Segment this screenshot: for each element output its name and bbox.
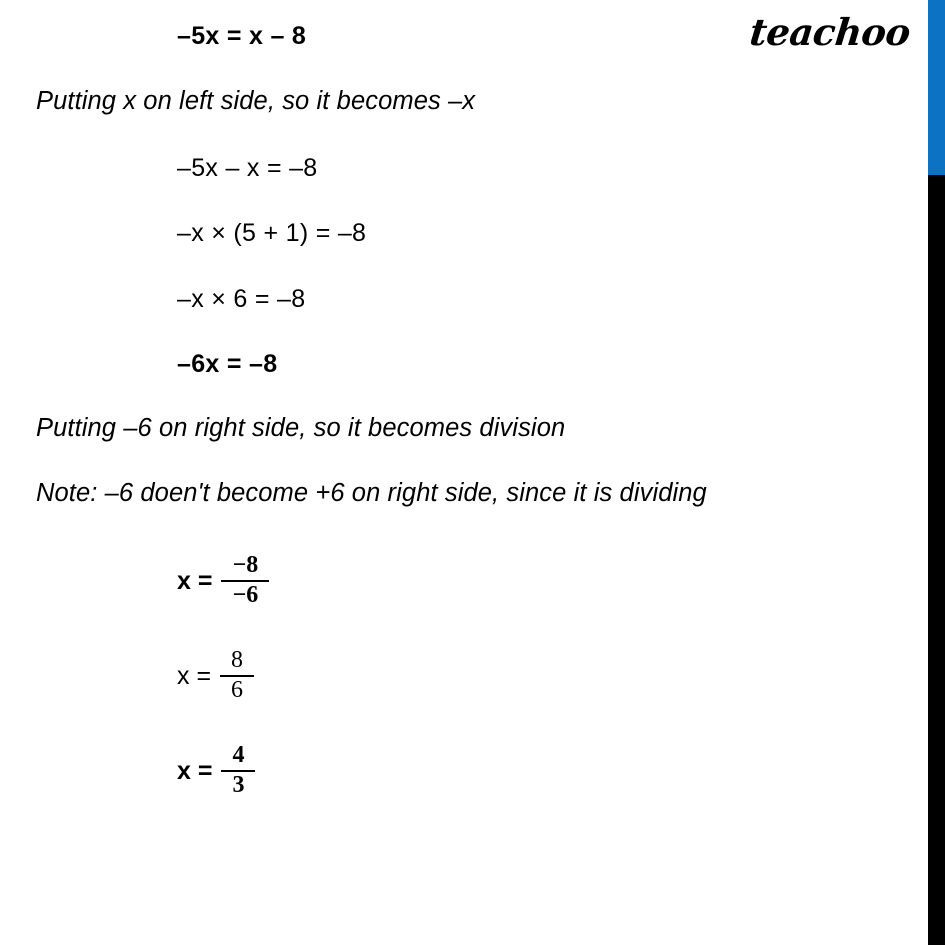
step2-caution-note: Note: –6 doen't become +6 on right side, since it is dividing	[36, 479, 707, 507]
fraction-3	[221, 743, 255, 799]
fraction-numerator-2: 8	[231, 647, 244, 673]
heading-equation: –5x = x – 8	[177, 22, 307, 50]
fraction-denominator-2: 6	[231, 677, 244, 704]
teachoo-logo: teachoo	[747, 10, 913, 54]
step1-note: Putting x on left side, so it becomes –x	[36, 87, 476, 115]
step1-equation-1: –5x – x = –8	[177, 154, 318, 182]
fraction-expression-2	[177, 648, 254, 704]
step1-equation-3: –x × 6 = –8	[177, 285, 306, 313]
fraction-expression-3	[177, 743, 255, 799]
step1-equation-2: –x × (5 + 1) = –8	[177, 219, 367, 247]
fraction-lhs-1: x =	[177, 566, 213, 595]
fraction-numerator-1: −8	[232, 552, 259, 578]
fraction-lhs-3: x =	[177, 756, 213, 785]
fraction-denominator-3: 3	[232, 772, 245, 799]
fraction-expression-1	[177, 553, 269, 609]
step2-note: Putting –6 on right side, so it becomes division	[36, 414, 566, 442]
fraction-1	[221, 553, 269, 609]
fraction-2	[220, 648, 254, 704]
edge-accent-bar-blue	[928, 0, 945, 175]
step1-result-equation: –6x = –8	[177, 350, 278, 378]
edge-accent-bar-black	[928, 175, 945, 945]
fraction-numerator-3: 4	[232, 742, 245, 768]
fraction-lhs-2: x =	[177, 661, 212, 690]
fraction-denominator-1: −6	[232, 582, 259, 609]
